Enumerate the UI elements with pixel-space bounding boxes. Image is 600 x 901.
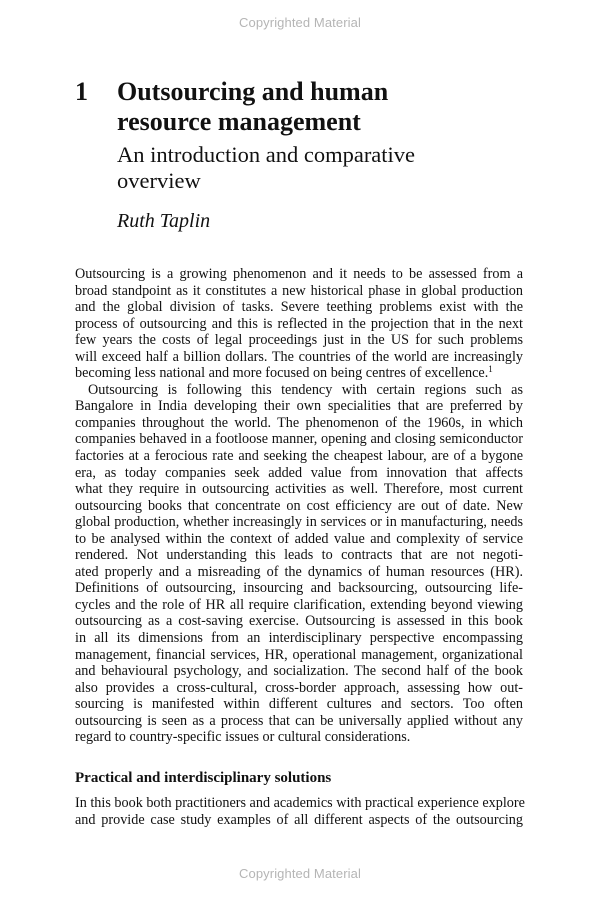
- chapter-author: Ruth Taplin: [117, 210, 211, 232]
- body-text: [75, 266, 523, 746]
- text-line: sourcing is manifested within different cultures and sectors. Too often: [75, 696, 523, 713]
- text-line: Outsourcing is a growing phenomenon and it needs to be assessed from a: [75, 266, 523, 282]
- text-line: outsourcing as a cost-saving exercise. Outsourcing is assessed in this book: [75, 613, 523, 630]
- text-line: [75, 365, 523, 382]
- paragraph-2: [75, 382, 523, 746]
- text-line: In this book both practitioners and academics with practical experience explore: [75, 795, 525, 811]
- text-line: factories at a ferocious rate and seeking the cheapest labour, are of a bygone: [75, 448, 523, 465]
- section-heading: Practical and interdisciplinary solutions: [75, 770, 332, 786]
- text-line: rendered. Not understanding this leads to contracts that are not negoti-: [75, 547, 523, 564]
- chapter-number: 1: [75, 77, 88, 106]
- text-line: Bangalore in India developing their own specialities that are preferred by: [75, 398, 523, 415]
- text-line: Definitions of outsourcing, insourcing and backsourcing, outsourcing life-: [75, 580, 523, 597]
- text-line: to be analysed within the context of added value and complexity of service: [75, 530, 523, 547]
- text-line: broad standpoint as it constitutes a new historical phase in global production: [75, 282, 523, 299]
- chapter-subtitle: [117, 142, 537, 194]
- text-line: era, as today companies seek added value from innovation that affects: [75, 464, 523, 481]
- text-line: will exceed half a billion dollars. The countries of the world are increasingly: [75, 348, 523, 365]
- text-line: few years the costs of legal proceedings just in the US for such problems: [75, 332, 523, 349]
- paragraph-1: [75, 266, 523, 382]
- text-line: and provide case study examples of all different aspects of the outsourcing: [75, 811, 523, 828]
- chapter-subtitle-line: overview: [117, 168, 201, 193]
- text-line: process of outsourcing and this is reflected in the projection that in the next: [75, 315, 523, 332]
- text-line: regard to country-specific issues or cultural considerations.: [75, 729, 411, 746]
- text-line: management, financial services, HR, operational management, organizational: [75, 646, 523, 663]
- text-line: and the global division of tasks. Severe teething problems exist with the: [75, 299, 523, 316]
- text-line: outsourcing is seen as a process that can be universally applied without any: [75, 712, 523, 729]
- text-line: ated properly and a misreading of the dynamics of human resources (HR).: [75, 563, 523, 580]
- text-line: companies throughout the world. The phenomenon of the 1960s, in which: [75, 414, 523, 431]
- text-line: global production, whether increasingly in services or in manufacturing, needs: [75, 514, 523, 531]
- text-line-content: becoming less national and more focused on being centres of excellence.: [75, 365, 489, 382]
- chapter-title: [117, 77, 537, 137]
- copyright-watermark-top: Copyrighted Material: [239, 15, 361, 30]
- text-line: Outsourcing is following this tendency with certain regions such as: [88, 381, 523, 398]
- footnote-marker[interactable]: 1: [488, 364, 493, 375]
- section-body-text: [75, 795, 523, 828]
- text-line: also provides a cross-cultural, cross-border approach, assessing how out-: [75, 679, 523, 696]
- text-line: in all its dimensions from an interdisciplinary perspective encompassing: [75, 630, 523, 647]
- text-line: what they require in outsourcing activities as well. Therefore, most current: [75, 481, 523, 498]
- chapter-title-line: resource management: [117, 107, 361, 136]
- text-line: outsourcing books that concentrate on cost efficiency are out of date. New: [75, 497, 523, 514]
- text-line: cycles and the role of HR all require clarification, extending beyond viewing: [75, 596, 523, 613]
- copyright-watermark-bottom: Copyrighted Material: [239, 866, 361, 881]
- chapter-title-line: Outsourcing and human: [117, 77, 389, 106]
- text-line: companies behaved in a footloose manner, opening and closing semiconductor: [75, 431, 523, 448]
- chapter-subtitle-line: An introduction and comparative: [117, 142, 416, 167]
- text-line: and behavioural psychology, and socialization. The second half of the book: [75, 663, 523, 680]
